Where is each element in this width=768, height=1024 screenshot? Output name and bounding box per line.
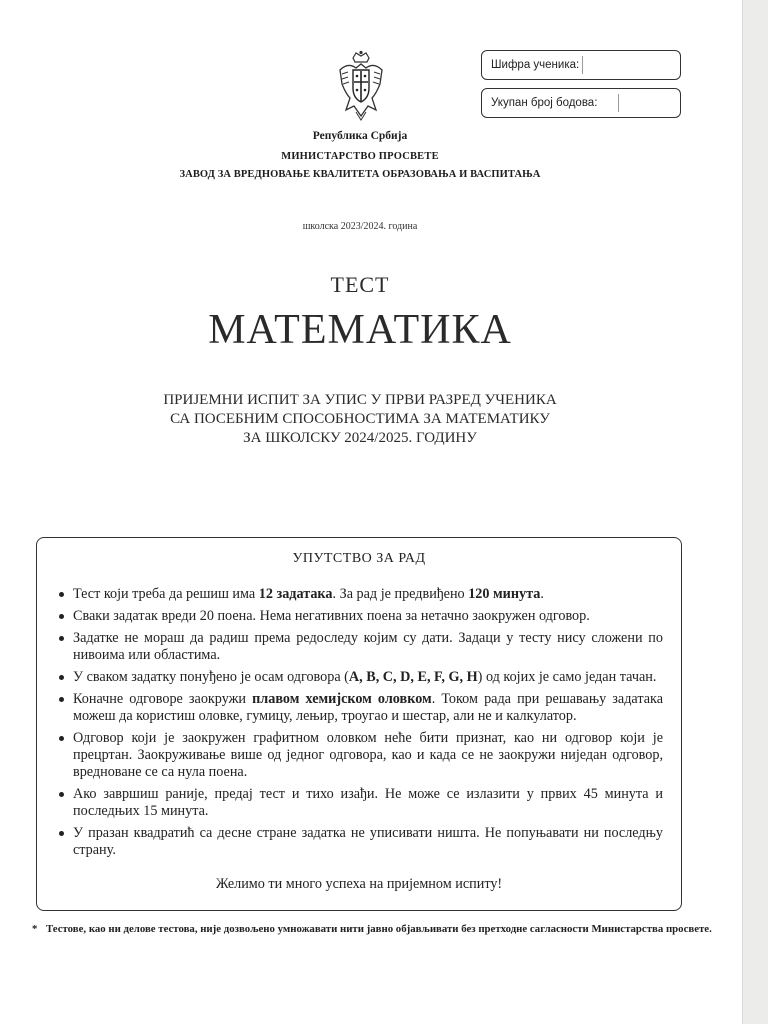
instruction-item: У сваком задатку понуђено је осам одговора (A, B, C, D, E, F, G, H) од којих је само један тачан. bbox=[73, 669, 663, 686]
test-label: ТЕСТ bbox=[330, 272, 390, 297]
instruction-item: У празан квадратић са десне стране задатка не уписивати ништа. Не попуњавати ни последњу страну. bbox=[73, 825, 663, 858]
school-year: школска 2023/2024. година bbox=[302, 221, 418, 232]
instruction-item: Сваки задатак вреди 20 поена. Нема негативних поена за нетачно заокружен одговор. bbox=[73, 608, 663, 625]
instruction-item: Коначне одговоре заокружи плавом хемијском оловком. Током рада при решавању задатака можеш да користиш оловке, гумицу, лењир, троугао и шестар, али не и калкулатор. bbox=[73, 691, 663, 724]
ministry-name: МИНИСТАРСТВО ПРОСВЕТЕ bbox=[281, 151, 439, 162]
instructions-title: УПУТСТВО ЗА РАД bbox=[292, 551, 426, 566]
total-points-label: Укупан број бодова: bbox=[491, 97, 598, 109]
total-points-box[interactable] bbox=[481, 88, 681, 118]
exam-description-line-2: СА ПОСЕБНИМ СПОСОБНОСТИМА ЗА МАТЕМАТИКУ bbox=[170, 411, 550, 427]
copyright-footnote bbox=[32, 922, 716, 937]
instruction-item: Одговор који је заокружен графитном оловком неће бити признат, као ни одговор који је прецртан. Заокруживање више од једног одговора, као и када се не заокружи ниједан одговор, вредноване се са нула поена. bbox=[73, 730, 663, 780]
instructions-box bbox=[36, 537, 682, 911]
student-code-divider bbox=[582, 56, 583, 74]
exam-description-line-1: ПРИЈЕМНИ ИСПИТ ЗА УПИС У ПРВИ РАЗРЕД УЧЕНИКА bbox=[163, 392, 557, 408]
republic-name: Република Србија bbox=[312, 130, 408, 142]
student-code-box[interactable] bbox=[481, 50, 681, 80]
page-edge bbox=[742, 0, 768, 1024]
institute-name: ЗАВОД ЗА ВРЕДНОВАЊЕ КВАЛИТЕТА ОБРАЗОВАЊА И ВАСПИТАЊА bbox=[179, 169, 541, 180]
instruction-item: Задатке не мораш да радиш према редоследу којим су дати. Задаци у тесту нису сложени по нивоима или областима. bbox=[73, 630, 663, 663]
instructions-list bbox=[73, 586, 663, 864]
exam-description-line-3: ЗА ШКОЛСКУ 2024/2025. ГОДИНУ bbox=[243, 430, 477, 446]
student-code-label: Шифра ученика: bbox=[491, 59, 580, 71]
footnote-star: * bbox=[32, 923, 38, 935]
instruction-item: Тест који треба да решиш има 12 задатака. За рад је предвиђено 120 минута. bbox=[73, 586, 663, 603]
total-points-divider bbox=[618, 94, 619, 112]
footnote-text: Тестове, као ни делове тестова, није дозвољено умножавати нити јавно објављивати без претходне сагласности Министарства просвете. bbox=[46, 923, 712, 935]
instruction-item: Ако завршиш раније, предај тест и тихо изађи. Не може се излазити у првих 45 минута и последњих 15 минута. bbox=[73, 786, 663, 819]
closing-wish: Желимо ти много успеха на пријемном испиту! bbox=[215, 876, 503, 892]
serbian-coat-of-arms-icon bbox=[338, 50, 384, 124]
subject-title: МАТЕМАТИКА bbox=[208, 307, 512, 353]
